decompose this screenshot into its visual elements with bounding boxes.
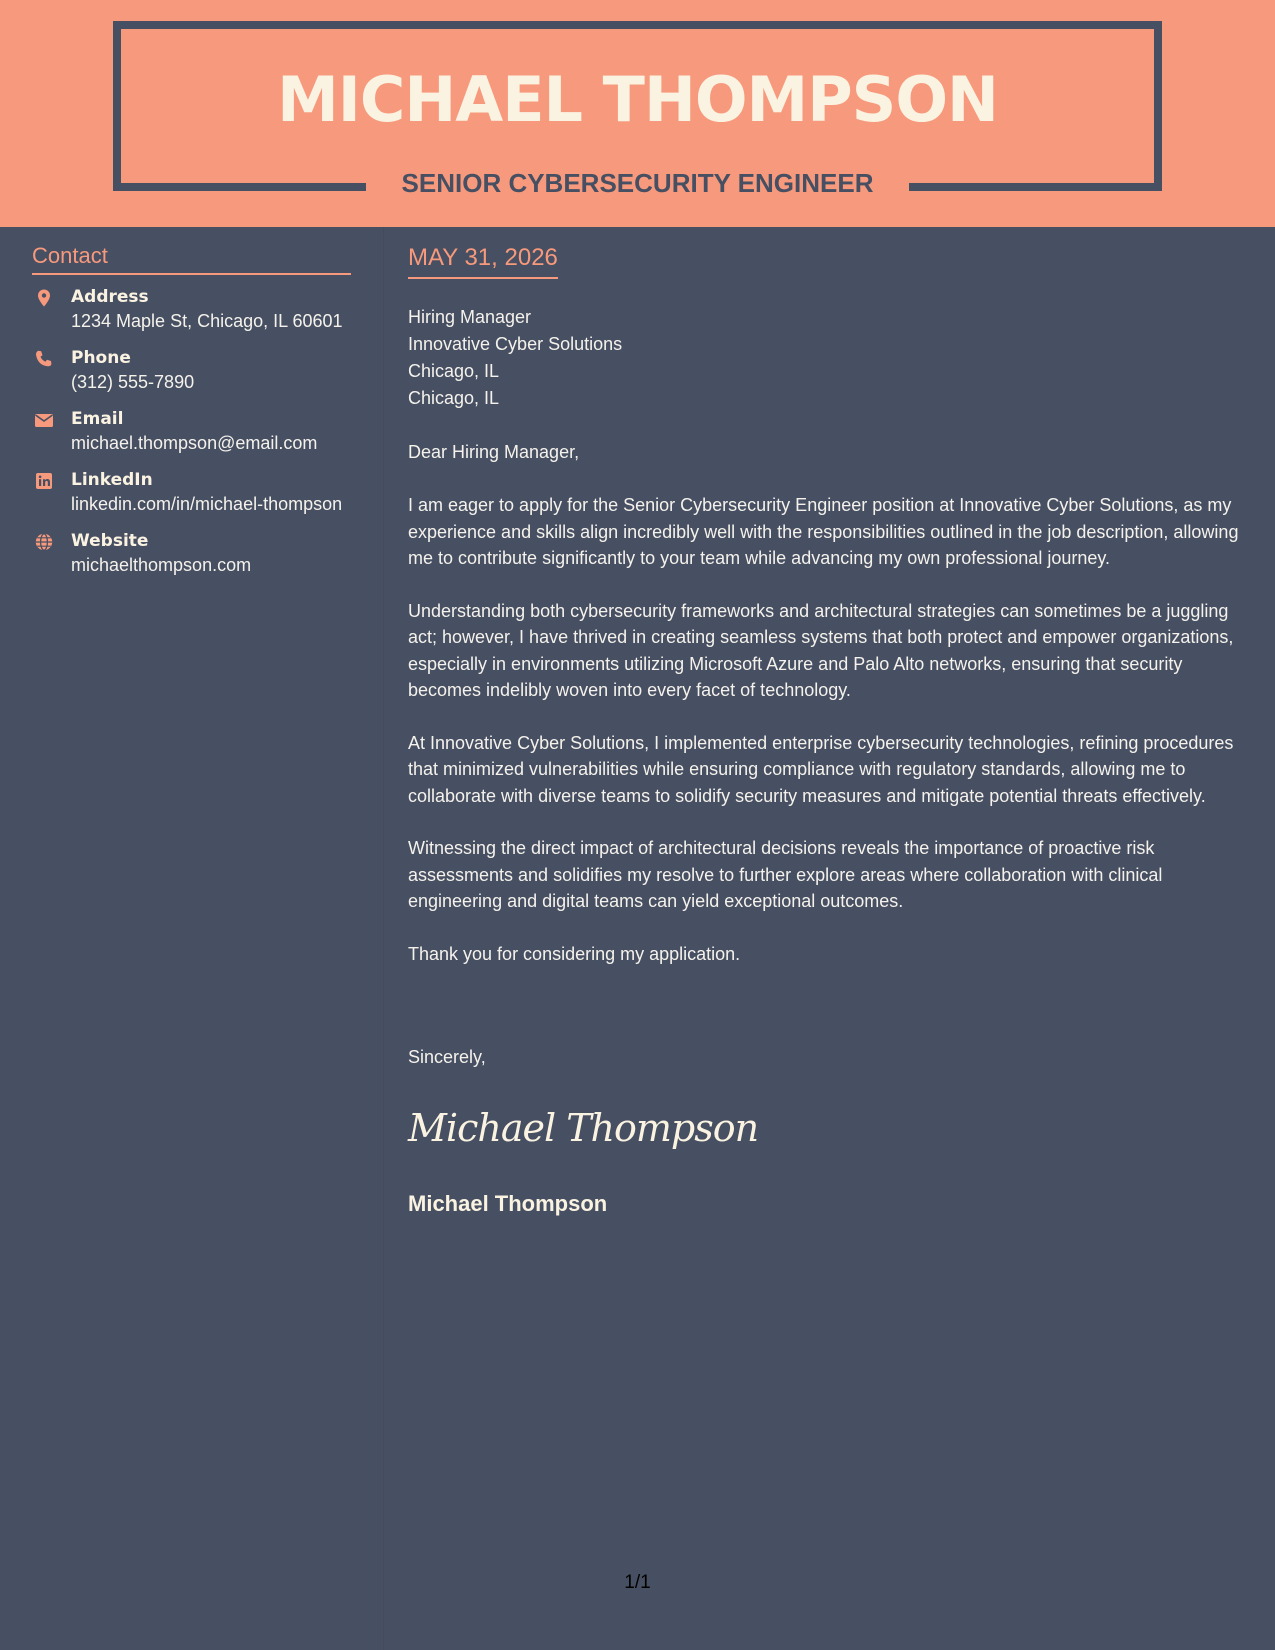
contact-item-phone <box>32 346 362 394</box>
linkedin-value[interactable]: linkedin.com/in/michael-thompson <box>71 494 343 514</box>
closing: Sincerely, <box>408 1047 486 1067</box>
paragraph: Understanding both cybersecurity frameworks and architectural strategies can sometimes be a juggling act; however, I have thrived in creating seamless systems that both protect and empower organizations, especially in environments utilizing Microsoft Azure and Palo Alto networks, ensuring that security becomes indelibly woven into every facet of technology. <box>408 600 1234 700</box>
contact-list <box>32 285 362 590</box>
contact-label: Email <box>71 409 124 429</box>
recipient-block <box>408 304 622 412</box>
recipient-line: Hiring Manager <box>408 307 532 327</box>
job-title: SENIOR CYBERSECURITY ENGINEER <box>401 168 874 198</box>
globe-icon <box>34 532 54 552</box>
paragraph: At Innovative Cyber Solutions, I implemented enterprise cybersecurity technologies, refining procedures that minimized vulnerabilities while ensuring compliance with regulatory standards, allowing me to collaborate with diverse teams to solidify security measures and mitigate potential threats effectively. <box>408 732 1234 806</box>
header-banner <box>0 0 1275 227</box>
page-number: 1/1 <box>624 1572 651 1593</box>
phone-icon <box>34 349 54 369</box>
contact-item-website <box>32 529 362 577</box>
salutation: Dear Hiring Manager, <box>408 442 580 462</box>
email-value: michael.thompson@email.com <box>71 433 318 453</box>
recipient-line: Innovative Cyber Solutions <box>408 334 623 354</box>
contact-item-email <box>32 407 362 455</box>
contact-label: LinkedIn <box>71 470 153 490</box>
envelope-icon <box>34 410 54 430</box>
contact-label: Website <box>71 531 149 551</box>
letter-paragraphs <box>408 492 1243 993</box>
paragraph: I am eager to apply for the Senior Cybersecurity Engineer position at Innovative Cyber Solutions, as my experience and skills align incredibly well with the responsibilities outlined in the job description, allowing me to contribute significantly to your team while advancing my own professional journey. <box>408 495 1239 568</box>
contact-label: Address <box>71 287 149 307</box>
contact-label: Phone <box>71 348 131 368</box>
sidebar <box>0 227 384 1650</box>
contact-item-address <box>32 285 362 333</box>
recipient-line: Chicago, IL <box>408 361 500 381</box>
address-value: 1234 Maple St, Chicago, IL 60601 <box>71 311 343 331</box>
paragraph: Thank you for considering my application. <box>408 943 741 964</box>
map-pin-icon <box>34 288 54 308</box>
phone-value: (312) 555-7890 <box>71 372 195 392</box>
letter-date: MAY 31, 2026 <box>408 241 558 279</box>
applicant-name: MICHAEL THOMPSON <box>277 63 998 136</box>
signature: Michael Thompson <box>408 1106 759 1150</box>
linkedin-icon <box>34 471 54 491</box>
website-value[interactable]: michaelthompson.com <box>71 555 252 575</box>
signer-name: Michael Thompson <box>408 1191 608 1216</box>
recipient-line: Chicago, IL <box>408 388 500 408</box>
contact-item-linkedin <box>32 468 362 516</box>
paragraph: Witnessing the direct impact of architectural decisions reveals the importance of proactive risk assessments and solidifies my resolve to further explore areas where collaboration with clinical engineering and digital teams can yield exceptional outcomes. <box>408 838 1163 911</box>
contact-heading: Contact <box>32 241 351 275</box>
